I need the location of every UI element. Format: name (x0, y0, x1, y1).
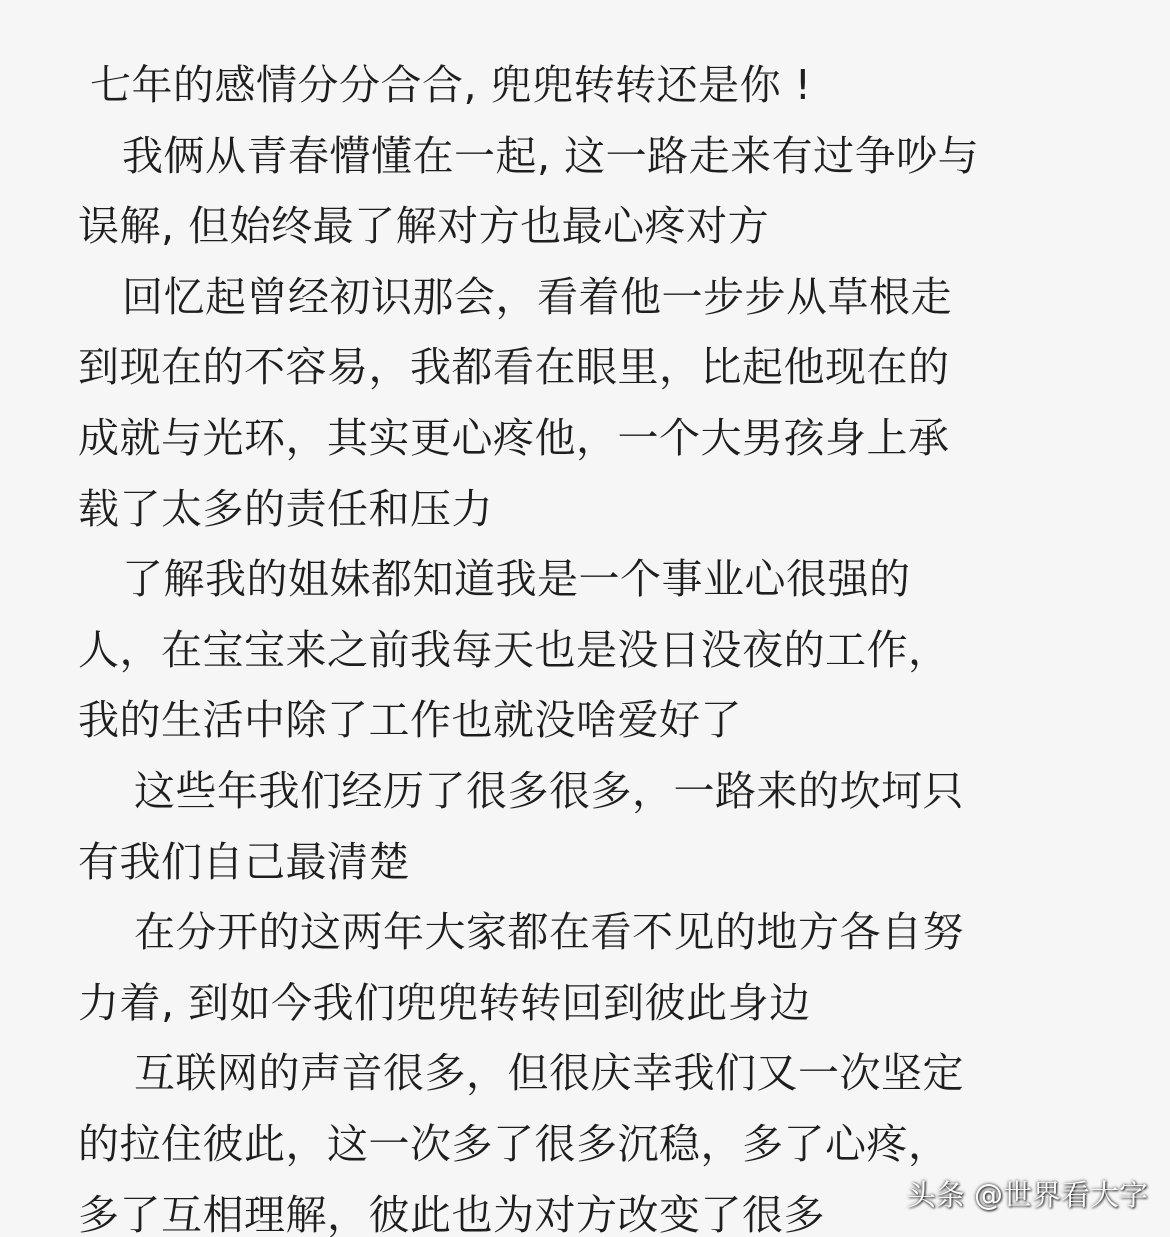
post-title-line: 七年的感情分分合合, 兜兜转转还是你 ! (90, 61, 812, 109)
watermark: 头条 @世界看大字 (906, 1178, 1148, 1212)
paragraph-line: 人，在宝宝来之前我每天也是没日没夜的工作， (78, 625, 950, 674)
paragraph-line: 我的生活中除了工作也就没啥爱好了 (78, 696, 742, 745)
paragraph-line: 成就与光环，其实更心疼他，一个大男孩身上承 (78, 413, 950, 462)
paragraph-line: 到现在的不容易，我都看在眼里，比起他现在的 (78, 343, 950, 392)
paragraph-line: 多了互相理解，彼此也为对方改变了很多 (78, 1190, 825, 1237)
paragraph-line: 这些年我们经历了很多很多，一路来的坎坷只 (134, 766, 964, 815)
paragraph-line: 了解我的姐妹都知道我是一个事业心很强的 (122, 555, 911, 604)
paragraph-line: 互联网的声音很多，但很庆幸我们又一次坚定 (134, 1049, 964, 1098)
paragraph-line: 在分开的这两年大家都在看不见的地方各自努 (134, 908, 964, 957)
paragraph-line: 误解, 但始终最了解对方也最心疼对方 (78, 202, 770, 251)
paragraph-line: 回忆起曾经初识那会，看着他一步步从草根走 (122, 272, 952, 321)
paragraph-line: 载了太多的责任和压力 (78, 484, 493, 533)
paragraph-line: 有我们自己最清楚 (78, 837, 410, 886)
paragraph-line: 我俩从青春懵懂在一起, 这一路走来有过争吵与 (122, 131, 980, 180)
paragraph-line: 的拉住彼此，这一次多了很多沉稳，多了心疼， (78, 1119, 950, 1168)
post-text (78, 50, 1108, 1237)
paragraph-line: 力着, 到如今我们兜兜转转回到彼此身边 (78, 978, 811, 1027)
